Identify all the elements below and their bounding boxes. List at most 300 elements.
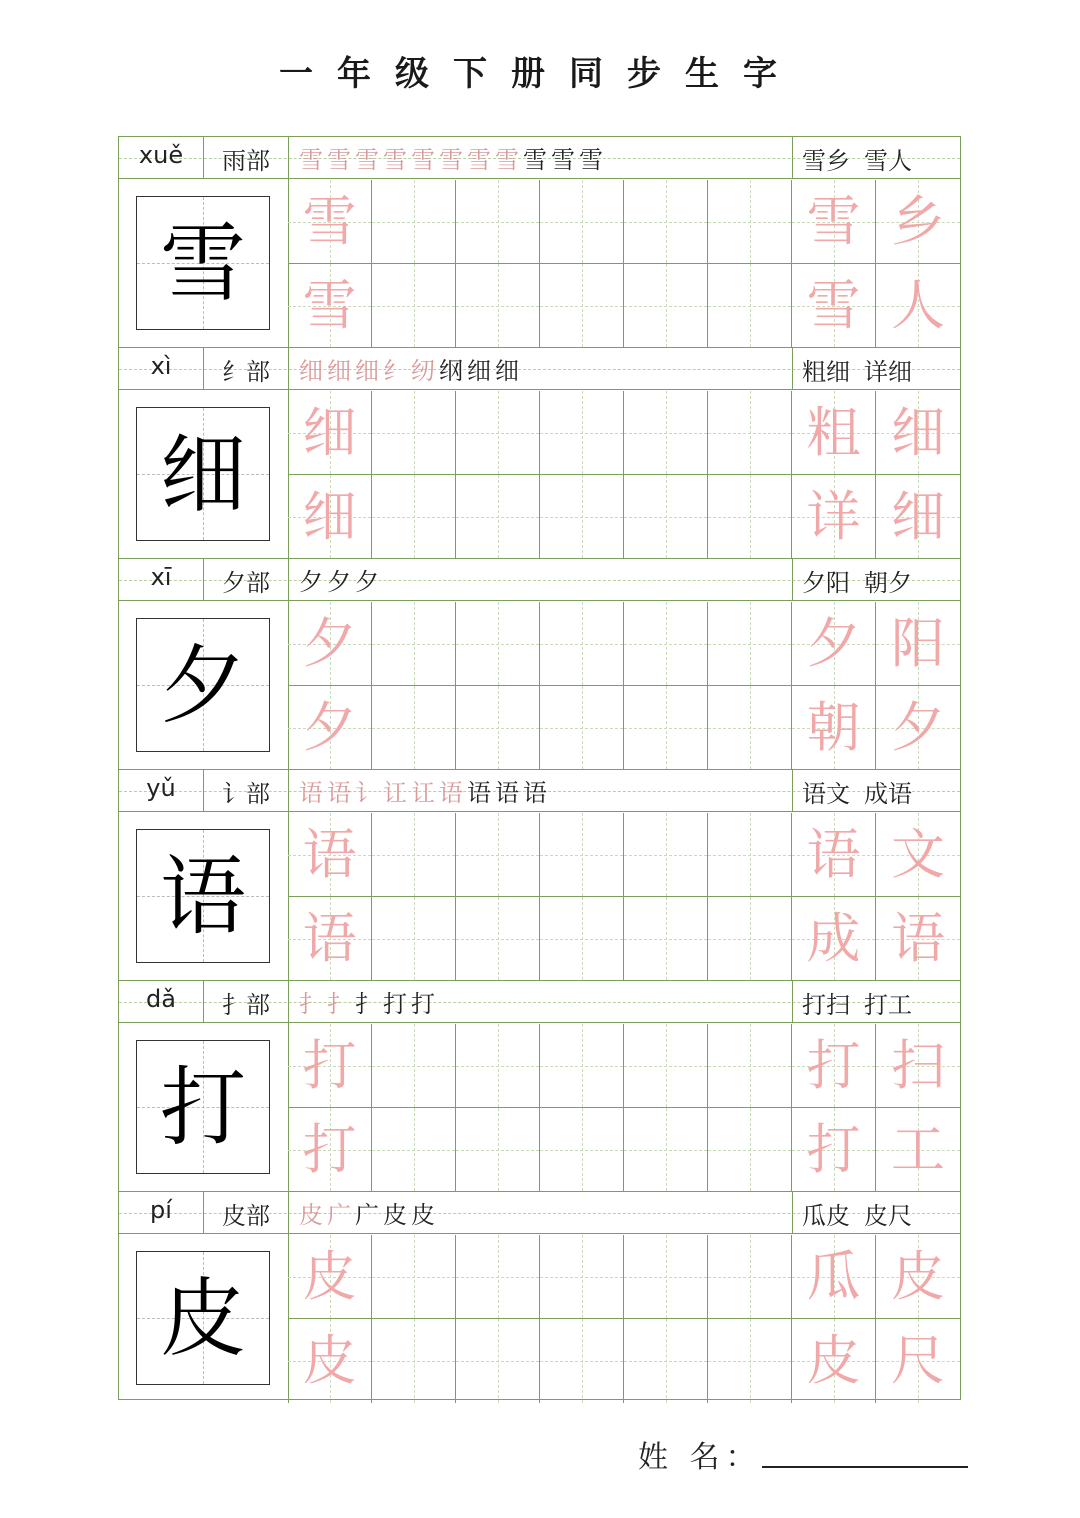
practice-cell[interactable]	[288, 686, 372, 770]
guide-line	[414, 1108, 415, 1191]
guide-line	[750, 602, 751, 685]
practice-cell[interactable]	[708, 391, 792, 475]
name-blank-line[interactable]	[762, 1466, 968, 1468]
stroke-step: 雪	[523, 146, 550, 174]
guide-line	[582, 602, 583, 685]
trace-char: 人	[891, 274, 945, 337]
practice-sheet	[118, 136, 961, 1400]
guide-line	[750, 1235, 751, 1318]
practice-cell[interactable]	[624, 391, 708, 475]
practice-cell[interactable]	[456, 391, 540, 475]
trace-char: 语	[302, 823, 357, 886]
guide-line	[666, 1235, 667, 1318]
guide-line	[582, 1024, 583, 1107]
trace-char: 阳	[891, 612, 945, 675]
guide-line	[666, 1108, 667, 1191]
guide-line	[750, 264, 751, 347]
practice-cell[interactable]	[624, 897, 708, 981]
practice-cell[interactable]	[456, 1024, 540, 1108]
trace-char: 雪	[302, 274, 357, 337]
trace-char: 成	[806, 907, 861, 970]
word-trace-cell[interactable]	[876, 391, 960, 475]
model-char: 皮	[160, 1269, 246, 1369]
guide-line	[750, 897, 751, 980]
guide-line	[498, 264, 499, 347]
practice-cell[interactable]	[288, 897, 372, 981]
practice-cell[interactable]	[540, 1108, 624, 1192]
practice-cell[interactable]	[456, 264, 540, 348]
guide-line	[582, 475, 583, 558]
header-divider	[288, 1192, 289, 1234]
char-header-row	[119, 559, 960, 601]
guide-line	[582, 180, 583, 263]
word-example: 夕阳	[802, 569, 850, 597]
guide-line	[498, 1108, 499, 1191]
stroke-step: 广	[355, 1201, 382, 1229]
word-examples	[792, 985, 962, 1020]
name-label: 姓 名：	[638, 1440, 762, 1475]
trace-char: 皮	[302, 1329, 357, 1392]
practice-cell[interactable]	[456, 1235, 540, 1319]
practice-cell[interactable]	[540, 897, 624, 981]
practice-cell[interactable]	[372, 897, 456, 981]
practice-cell[interactable]	[624, 1108, 708, 1192]
trace-char: 细	[302, 401, 357, 464]
guide-line	[498, 897, 499, 980]
word-trace-cell[interactable]	[876, 264, 960, 348]
word-trace-cell[interactable]	[792, 602, 876, 686]
practice-cell[interactable]	[624, 1024, 708, 1108]
trace-char: 乡	[891, 190, 945, 253]
guide-line	[666, 391, 667, 474]
guide-line	[414, 391, 415, 474]
stroke-step: 雪	[495, 146, 522, 174]
trace-char: 打	[806, 1034, 861, 1097]
practice-cell[interactable]	[540, 1235, 624, 1319]
practice-cell[interactable]	[456, 686, 540, 770]
practice-cell[interactable]	[624, 1235, 708, 1319]
stroke-step: 夕	[355, 568, 382, 596]
trace-char: 皮	[891, 1245, 945, 1308]
word-example: 雪人	[864, 147, 912, 175]
guide-line	[666, 897, 667, 980]
practice-cell[interactable]	[708, 686, 792, 770]
practice-cell[interactable]	[708, 1108, 792, 1192]
guide-line	[750, 813, 751, 896]
trace-char: 文	[891, 823, 945, 886]
model-char-box	[136, 1251, 270, 1385]
practice-cell[interactable]	[708, 1235, 792, 1319]
stroke-step: 纲	[439, 357, 466, 385]
guide-line	[414, 897, 415, 980]
radical-label: 讠部	[222, 780, 270, 808]
guide-line	[750, 1319, 751, 1403]
trace-char: 语	[891, 907, 945, 970]
radical-label: 夕部	[222, 569, 270, 597]
char-block	[119, 348, 960, 559]
trace-char: 雪	[806, 274, 861, 337]
guide-line	[498, 1235, 499, 1318]
practice-cell[interactable]	[372, 1024, 456, 1108]
stroke-step: 雪	[439, 146, 466, 174]
stroke-order-row	[299, 773, 779, 808]
guide-line	[582, 897, 583, 980]
header-divider	[288, 559, 289, 601]
word-trace-cell[interactable]	[876, 1319, 960, 1403]
trace-char: 细	[891, 401, 945, 464]
practice-cell[interactable]	[288, 1024, 372, 1108]
word-trace-cell[interactable]	[792, 1108, 876, 1192]
char-header-row	[119, 1192, 960, 1234]
practice-cell[interactable]	[540, 1319, 624, 1403]
practice-cell[interactable]	[288, 1319, 372, 1403]
radical-label: 皮部	[222, 1202, 270, 1230]
stroke-order-row	[299, 351, 779, 386]
practice-cell[interactable]	[456, 180, 540, 264]
word-examples	[792, 352, 962, 387]
guide-line	[414, 813, 415, 896]
model-char-box	[136, 1040, 270, 1174]
guide-line	[498, 180, 499, 263]
stroke-order-row	[299, 562, 779, 597]
trace-char: 打	[302, 1118, 357, 1181]
pinyin-label: dǎ	[146, 985, 176, 1013]
guide-line	[414, 264, 415, 347]
stroke-step: 广	[327, 1201, 354, 1229]
practice-cell[interactable]	[456, 897, 540, 981]
pinyin-label: pí	[150, 1196, 172, 1224]
stroke-step: 细	[355, 357, 382, 385]
stroke-step: 打	[411, 990, 438, 1018]
stroke-step: 语	[467, 779, 494, 807]
guide-line	[414, 602, 415, 685]
word-example: 打工	[864, 991, 912, 1019]
header-divider	[288, 770, 289, 812]
practice-cell[interactable]	[708, 264, 792, 348]
practice-cell[interactable]	[456, 1108, 540, 1192]
word-trace-cell[interactable]	[876, 897, 960, 981]
practice-cell[interactable]	[372, 813, 456, 897]
stroke-step: 皮	[299, 1201, 326, 1229]
practice-cell[interactable]	[624, 264, 708, 348]
practice-cell[interactable]	[372, 1235, 456, 1319]
practice-cell[interactable]	[288, 264, 372, 348]
practice-cell[interactable]	[456, 475, 540, 559]
stroke-step: 语	[523, 779, 550, 807]
stroke-step: 纟	[383, 357, 410, 385]
guide-line	[666, 813, 667, 896]
practice-cell[interactable]	[372, 264, 456, 348]
word-trace-cell[interactable]	[876, 475, 960, 559]
trace-char: 打	[806, 1118, 861, 1181]
trace-char: 朝	[806, 696, 861, 759]
guide-line	[666, 264, 667, 347]
stroke-order-row	[299, 1195, 779, 1230]
pinyin-label: xuě	[138, 141, 184, 169]
practice-cell[interactable]	[708, 1319, 792, 1403]
radical-label: 扌部	[222, 991, 270, 1019]
model-char: 细	[160, 425, 246, 525]
guide-line	[498, 391, 499, 474]
word-example: 皮尺	[864, 1202, 912, 1230]
guide-line	[498, 602, 499, 685]
stroke-step: 雪	[579, 146, 606, 174]
trace-char: 尺	[891, 1329, 945, 1392]
stroke-step: 讠	[355, 779, 382, 807]
stroke-step: 语	[495, 779, 522, 807]
stroke-step: 语	[439, 779, 466, 807]
word-examples	[792, 141, 962, 176]
stroke-step: 纫	[411, 357, 438, 385]
guide-line	[750, 1108, 751, 1191]
word-trace-cell[interactable]	[792, 813, 876, 897]
practice-cell[interactable]	[288, 475, 372, 559]
word-trace-cell[interactable]	[876, 180, 960, 264]
word-example: 瓜皮	[802, 1202, 850, 1230]
word-trace-cell[interactable]	[792, 1235, 876, 1319]
stroke-step: 扌	[299, 990, 326, 1018]
stroke-step: 扌	[327, 990, 354, 1018]
guide-line	[414, 1024, 415, 1107]
guide-line	[582, 1108, 583, 1191]
page-title: 一年级下册同步生字	[279, 54, 801, 94]
word-trace-cell[interactable]	[792, 391, 876, 475]
guide-line	[414, 686, 415, 769]
guide-line	[666, 1024, 667, 1107]
practice-cell[interactable]	[708, 813, 792, 897]
radical-label: 雨部	[222, 147, 270, 175]
stroke-step: 皮	[411, 1201, 438, 1229]
trace-char: 雪	[806, 190, 861, 253]
trace-char: 瓜	[806, 1245, 861, 1308]
practice-cell[interactable]	[288, 391, 372, 475]
word-example: 语文	[802, 780, 850, 808]
practice-cell[interactable]	[708, 897, 792, 981]
char-block	[119, 1192, 960, 1403]
guide-line	[666, 475, 667, 558]
practice-cell[interactable]	[708, 475, 792, 559]
practice-cell[interactable]	[708, 1024, 792, 1108]
guide-line	[666, 602, 667, 685]
practice-cell[interactable]	[624, 813, 708, 897]
practice-cell[interactable]	[708, 602, 792, 686]
stroke-step: 讧	[383, 779, 410, 807]
word-trace-cell[interactable]	[792, 1024, 876, 1108]
char-header-row	[119, 770, 960, 812]
char-header-row	[119, 981, 960, 1023]
guide-line	[750, 1024, 751, 1107]
practice-cell[interactable]	[372, 686, 456, 770]
word-examples	[792, 1196, 962, 1231]
practice-cell[interactable]	[372, 391, 456, 475]
trace-char: 细	[891, 485, 945, 548]
pinyin-label: xī	[150, 563, 172, 591]
practice-cell[interactable]	[624, 686, 708, 770]
char-block	[119, 559, 960, 770]
model-char-box	[136, 196, 270, 330]
practice-cell[interactable]	[624, 602, 708, 686]
guide-line	[582, 813, 583, 896]
guide-line	[582, 1319, 583, 1403]
guide-line	[414, 180, 415, 263]
guide-line	[414, 475, 415, 558]
trace-char: 语	[806, 823, 861, 886]
guide-line	[414, 1235, 415, 1318]
word-example: 雪乡	[802, 147, 850, 175]
word-trace-cell[interactable]	[876, 686, 960, 770]
trace-char: 夕	[302, 696, 357, 759]
char-block	[119, 137, 960, 348]
stroke-step: 细	[299, 357, 326, 385]
practice-cell[interactable]	[540, 813, 624, 897]
stroke-step: 雪	[355, 146, 382, 174]
guide-line	[498, 1024, 499, 1107]
word-trace-cell[interactable]	[792, 897, 876, 981]
guide-line	[498, 475, 499, 558]
practice-cell[interactable]	[624, 475, 708, 559]
word-trace-cell[interactable]	[792, 1319, 876, 1403]
stroke-step: 雪	[327, 146, 354, 174]
word-trace-cell[interactable]	[876, 1108, 960, 1192]
stroke-step: 雪	[467, 146, 494, 174]
practice-cell[interactable]	[708, 180, 792, 264]
model-char-box	[136, 618, 270, 752]
practice-cell[interactable]	[540, 391, 624, 475]
trace-char: 语	[302, 907, 357, 970]
header-divider	[288, 981, 289, 1023]
word-trace-cell[interactable]	[876, 813, 960, 897]
guide-line	[498, 686, 499, 769]
stroke-step: 打	[383, 990, 410, 1018]
trace-char: 皮	[806, 1329, 861, 1392]
practice-cell[interactable]	[456, 813, 540, 897]
model-char: 打	[160, 1058, 246, 1158]
char-header-row	[119, 137, 960, 179]
practice-cell[interactable]	[372, 602, 456, 686]
guide-line	[498, 1319, 499, 1403]
practice-cell[interactable]	[624, 1319, 708, 1403]
practice-cell[interactable]	[456, 602, 540, 686]
practice-cell[interactable]	[288, 1108, 372, 1192]
word-trace-cell[interactable]	[876, 602, 960, 686]
stroke-step: 细	[327, 357, 354, 385]
guide-line	[666, 1319, 667, 1403]
word-examples	[792, 563, 962, 598]
trace-char: 皮	[302, 1245, 357, 1308]
trace-char: 夕	[891, 696, 945, 759]
stroke-step: 讧	[411, 779, 438, 807]
char-header-row	[119, 348, 960, 390]
word-trace-cell[interactable]	[792, 264, 876, 348]
guide-line	[666, 686, 667, 769]
model-char: 语	[160, 847, 246, 947]
practice-cell[interactable]	[624, 180, 708, 264]
trace-char: 扫	[891, 1034, 945, 1097]
guide-line	[750, 391, 751, 474]
word-trace-cell[interactable]	[792, 686, 876, 770]
word-trace-cell[interactable]	[876, 1024, 960, 1108]
practice-cell[interactable]	[540, 602, 624, 686]
guide-line	[414, 1319, 415, 1403]
stroke-step: 皮	[383, 1201, 410, 1229]
model-char: 雪	[160, 214, 246, 314]
trace-char: 细	[302, 485, 357, 548]
stroke-order-row	[299, 984, 779, 1019]
radical-label: 纟部	[222, 358, 270, 386]
model-char-box	[136, 829, 270, 963]
guide-line	[582, 391, 583, 474]
char-block	[119, 981, 960, 1192]
guide-line	[582, 1235, 583, 1318]
header-divider	[288, 137, 289, 179]
word-trace-cell[interactable]	[792, 180, 876, 264]
stroke-step: 夕	[299, 568, 326, 596]
model-char-box	[136, 407, 270, 541]
word-trace-cell[interactable]	[792, 475, 876, 559]
trace-char: 雪	[302, 190, 357, 253]
stroke-step: 细	[467, 357, 494, 385]
guide-line	[498, 813, 499, 896]
practice-cell[interactable]	[540, 180, 624, 264]
word-example: 成语	[864, 780, 912, 808]
stroke-step: 雪	[551, 146, 578, 174]
practice-cell[interactable]	[288, 1235, 372, 1319]
guide-line	[750, 475, 751, 558]
trace-char: 工	[891, 1118, 945, 1181]
stroke-step: 夕	[327, 568, 354, 596]
practice-cell[interactable]	[540, 264, 624, 348]
guide-line	[666, 180, 667, 263]
stroke-step: 语	[299, 779, 326, 807]
practice-cell[interactable]	[372, 1108, 456, 1192]
pinyin-label: xì	[150, 352, 172, 380]
header-divider	[288, 348, 289, 390]
stroke-step: 细	[495, 357, 522, 385]
model-char: 夕	[160, 636, 246, 736]
trace-char: 打	[302, 1034, 357, 1097]
trace-char: 粗	[806, 401, 861, 464]
practice-cell[interactable]	[540, 1024, 624, 1108]
stroke-step: 扌	[355, 990, 382, 1018]
practice-cell[interactable]	[372, 180, 456, 264]
word-example: 打扫	[802, 991, 850, 1019]
stroke-step: 语	[327, 779, 354, 807]
practice-cell[interactable]	[540, 475, 624, 559]
practice-cell[interactable]	[288, 180, 372, 264]
word-example: 详细	[864, 358, 912, 386]
guide-line	[750, 180, 751, 263]
practice-cell[interactable]	[372, 1319, 456, 1403]
practice-cell[interactable]	[288, 602, 372, 686]
practice-cell[interactable]	[456, 1319, 540, 1403]
guide-line	[582, 686, 583, 769]
word-trace-cell[interactable]	[876, 1235, 960, 1319]
practice-cell[interactable]	[540, 686, 624, 770]
word-example: 朝夕	[864, 569, 912, 597]
word-example: 粗细	[802, 358, 850, 386]
trace-char: 夕	[806, 612, 861, 675]
stroke-step: 雪	[299, 146, 326, 174]
word-examples	[792, 774, 962, 809]
practice-cell[interactable]	[288, 813, 372, 897]
guide-line	[582, 264, 583, 347]
trace-char: 夕	[302, 612, 357, 675]
practice-cell[interactable]	[372, 475, 456, 559]
char-block	[119, 770, 960, 981]
guide-line	[750, 686, 751, 769]
stroke-step: 雪	[383, 146, 410, 174]
trace-char: 详	[806, 485, 861, 548]
